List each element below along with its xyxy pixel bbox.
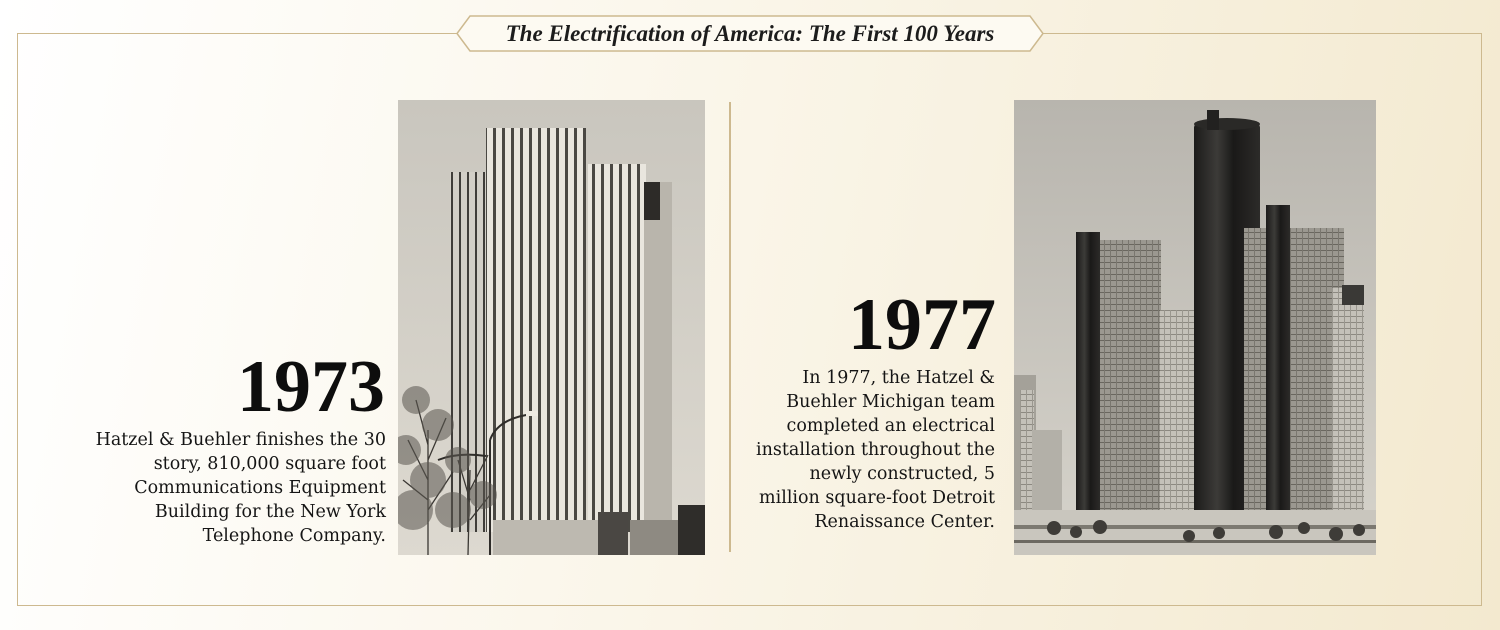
renaissance-center-photo-icon	[1014, 100, 1376, 555]
entry-year-1973: 1973	[237, 346, 385, 428]
page-title: The Electrification of America: The First 100 Years	[505, 21, 995, 46]
entry-description-1973: Hatzel & Buehler finishes the 30 story, 810,000 square foot Communications Equipment Building for the New York Telephone Company.	[95, 430, 386, 546]
title-badge	[456, 15, 1044, 52]
entry-year-1977: 1977	[848, 284, 996, 366]
column-divider	[729, 102, 731, 552]
office-tower-photo-icon	[398, 100, 705, 555]
entry-description-1977: In 1977, the Hatzel & Buehler Michigan team completed an electrical installation throughout the newly constructed, 5 million square-foot Detroit Renaissance Center.	[756, 368, 995, 532]
